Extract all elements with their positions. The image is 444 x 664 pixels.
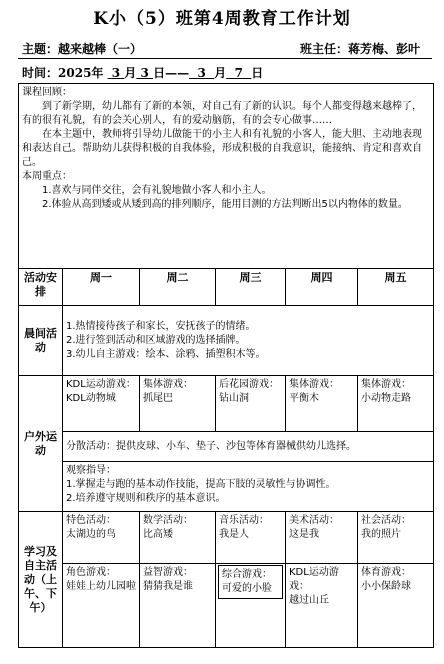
review-paragraph-2: 在本主题中，教师将引导幼儿做能干的小主人和有礼貌的小客人，能大胆、主动地表现和表达自己。帮助幼儿获得积极的自我体验，形成积极的自我意识，能接纳、肯定和喜欢自己。 [22,129,422,168]
study-fri-1-type: 社会活动： [361,515,411,526]
study-tue-2-type: 益智游戏： [143,567,193,578]
study-mon-2 [63,564,140,648]
time-line: 时间：2025年 3 月 3 日—— 3 月 7 日 [22,66,264,80]
outdoor-games-row [19,376,434,432]
study-wed-2-name: 可爱的小脸 [222,583,272,594]
outdoor-dispersed: 分散活动：提供皮球、小车、垫子、沙包等体育器械供幼儿选择。 [63,432,434,462]
study-mon-1-type: 特色活动： [66,515,116,526]
outdoor-guide-heading: 观察指导： [66,465,116,476]
outdoor-game-tue-name: 抓尾巴 [143,393,173,404]
study-wed-2-box [218,565,283,599]
outdoor-label: 户外运动 [19,376,63,512]
study-fri-1-name: 我的照片 [361,529,401,540]
focus-item-1: 1.喜欢与同伴交往，会有礼貌地做小客人和小主人。 [42,185,272,196]
outdoor-game-tue-type: 集体游戏： [143,379,193,390]
header-activity: 活动安排 [19,269,63,306]
review-paragraph-1: 到了新学期，幼儿都有了新的本领，对自己有了新的认识。每个人都变得越来越棒了，有的很有礼貌，有的会关心别人，有的爱动脑筋，有的会专心做事…… [22,101,422,126]
time-start-month: 3 [111,66,121,80]
morning-label: 晨间活动 [19,306,63,376]
outdoor-game-tue [140,376,216,432]
outdoor-dispersed-row [19,432,434,462]
study-tue-1-name: 比高矮 [143,529,173,540]
theme-label: 主题： [22,42,59,56]
study-tue-1 [140,512,216,564]
teacher-line [300,40,420,57]
theme-value: 越来越棒（一） [58,42,143,56]
time-label: 时间： [22,66,59,80]
morning-item-2: 2.进行签到活动和区域游戏的选择插牌。 [66,334,246,346]
outdoor-game-thu [286,376,358,432]
study-mon-2-type: 角色游戏： [66,567,116,578]
header-day-mon: 周一 [63,269,140,306]
morning-item-1: 1.热情接待孩子和家长，安抚孩子的情绪。 [66,320,256,332]
outdoor-game-wed [216,376,286,432]
study-wed-1 [216,512,286,564]
intro-cell [19,84,434,269]
time-start-day: 3 [140,66,149,80]
study-thu-1-name: 这是我 [289,529,319,540]
morning-row [19,306,434,376]
outdoor-game-fri-name: 小动物走路 [361,393,411,404]
study-thu-2-type: KDL运动游戏： [289,567,339,592]
outdoor-guide-item-1: 1.掌握走与跑的基本动作技能，提高下肢的灵敏性与协调性。 [66,479,336,490]
study-wed-1-name: 我是人 [219,529,249,540]
study-fri-1 [358,512,434,564]
outdoor-game-mon [63,376,140,432]
morning-item-3: 3.幼儿自主游戏：绘本、涂鸦、插塑积木等。 [66,348,266,360]
teacher-value: 蒋芳梅、彭叶 [348,42,421,56]
outdoor-game-fri [358,376,434,432]
study-thu-2 [286,564,358,648]
outdoor-game-wed-type: 后花园游戏： [219,379,279,390]
morning-content [63,306,434,376]
study-thu-2-name: 越过山丘 [289,595,329,606]
focus-heading: 本周重点： [22,171,72,182]
study-tue-2 [140,564,216,648]
study-mon-2-name: 娃娃上幼儿园啦 [66,581,136,592]
plan-table [18,83,434,648]
study-tue-1-type: 数学活动： [143,515,193,526]
study-label: 学习及自主活动（上午、下午） [19,512,63,648]
outdoor-game-wed-name: 钻山洞 [219,393,249,404]
outdoor-game-fri-type: 集体游戏： [361,379,411,390]
study-row-1 [19,512,434,564]
header-day-thu: 周四 [286,269,358,306]
outdoor-guide-item-2: 2.培养遵守规则和秩序的基本意识。 [66,493,226,504]
page-title: K小（5）班第4周教育工作计划 [93,9,351,29]
focus-item-2: 2.体验从高到矮或从矮到高的排列顺序，能用目测的方法判断出5以内物体的数量。 [42,199,408,210]
outdoor-game-thu-name: 平衡木 [289,393,319,404]
time-end-month: 3 [197,66,206,80]
header-day-tue: 周二 [140,269,216,306]
outdoor-guide [63,462,434,512]
outdoor-game-thu-type: 集体游戏： [289,379,339,390]
divider [18,58,432,59]
study-mon-1-name: 太湖边的鸟 [66,529,116,540]
study-wed-2 [216,564,286,648]
study-fri-2-type: 体育游戏： [361,567,411,578]
intro-row [19,84,434,269]
study-fri-2-name: 小小保龄球 [361,581,411,592]
header-day-wed: 周三 [216,269,286,306]
study-tue-2-name: 猜猜我是谁 [143,581,193,592]
outdoor-guide-row [19,462,434,512]
teacher-label: 班主任： [300,42,349,56]
header-row [19,269,434,306]
study-fri-2 [358,564,434,648]
study-row-2 [19,564,434,648]
study-mon-1 [63,512,140,564]
study-thu-1-type: 美术活动： [289,515,339,526]
outdoor-game-mon-name: KDL动物城 [66,393,116,404]
time-year: 2025年 [58,66,104,80]
review-heading: 课程回顾： [22,87,72,98]
theme-line [22,40,142,57]
study-wed-1-type: 音乐活动： [219,515,269,526]
study-thu-1 [286,512,358,564]
header-day-fri: 周五 [358,269,434,306]
outdoor-game-mon-type: KDL运动游戏： [66,379,136,390]
study-wed-2-type: 综合游戏： [222,569,272,580]
time-end-day: 7 [234,66,243,80]
